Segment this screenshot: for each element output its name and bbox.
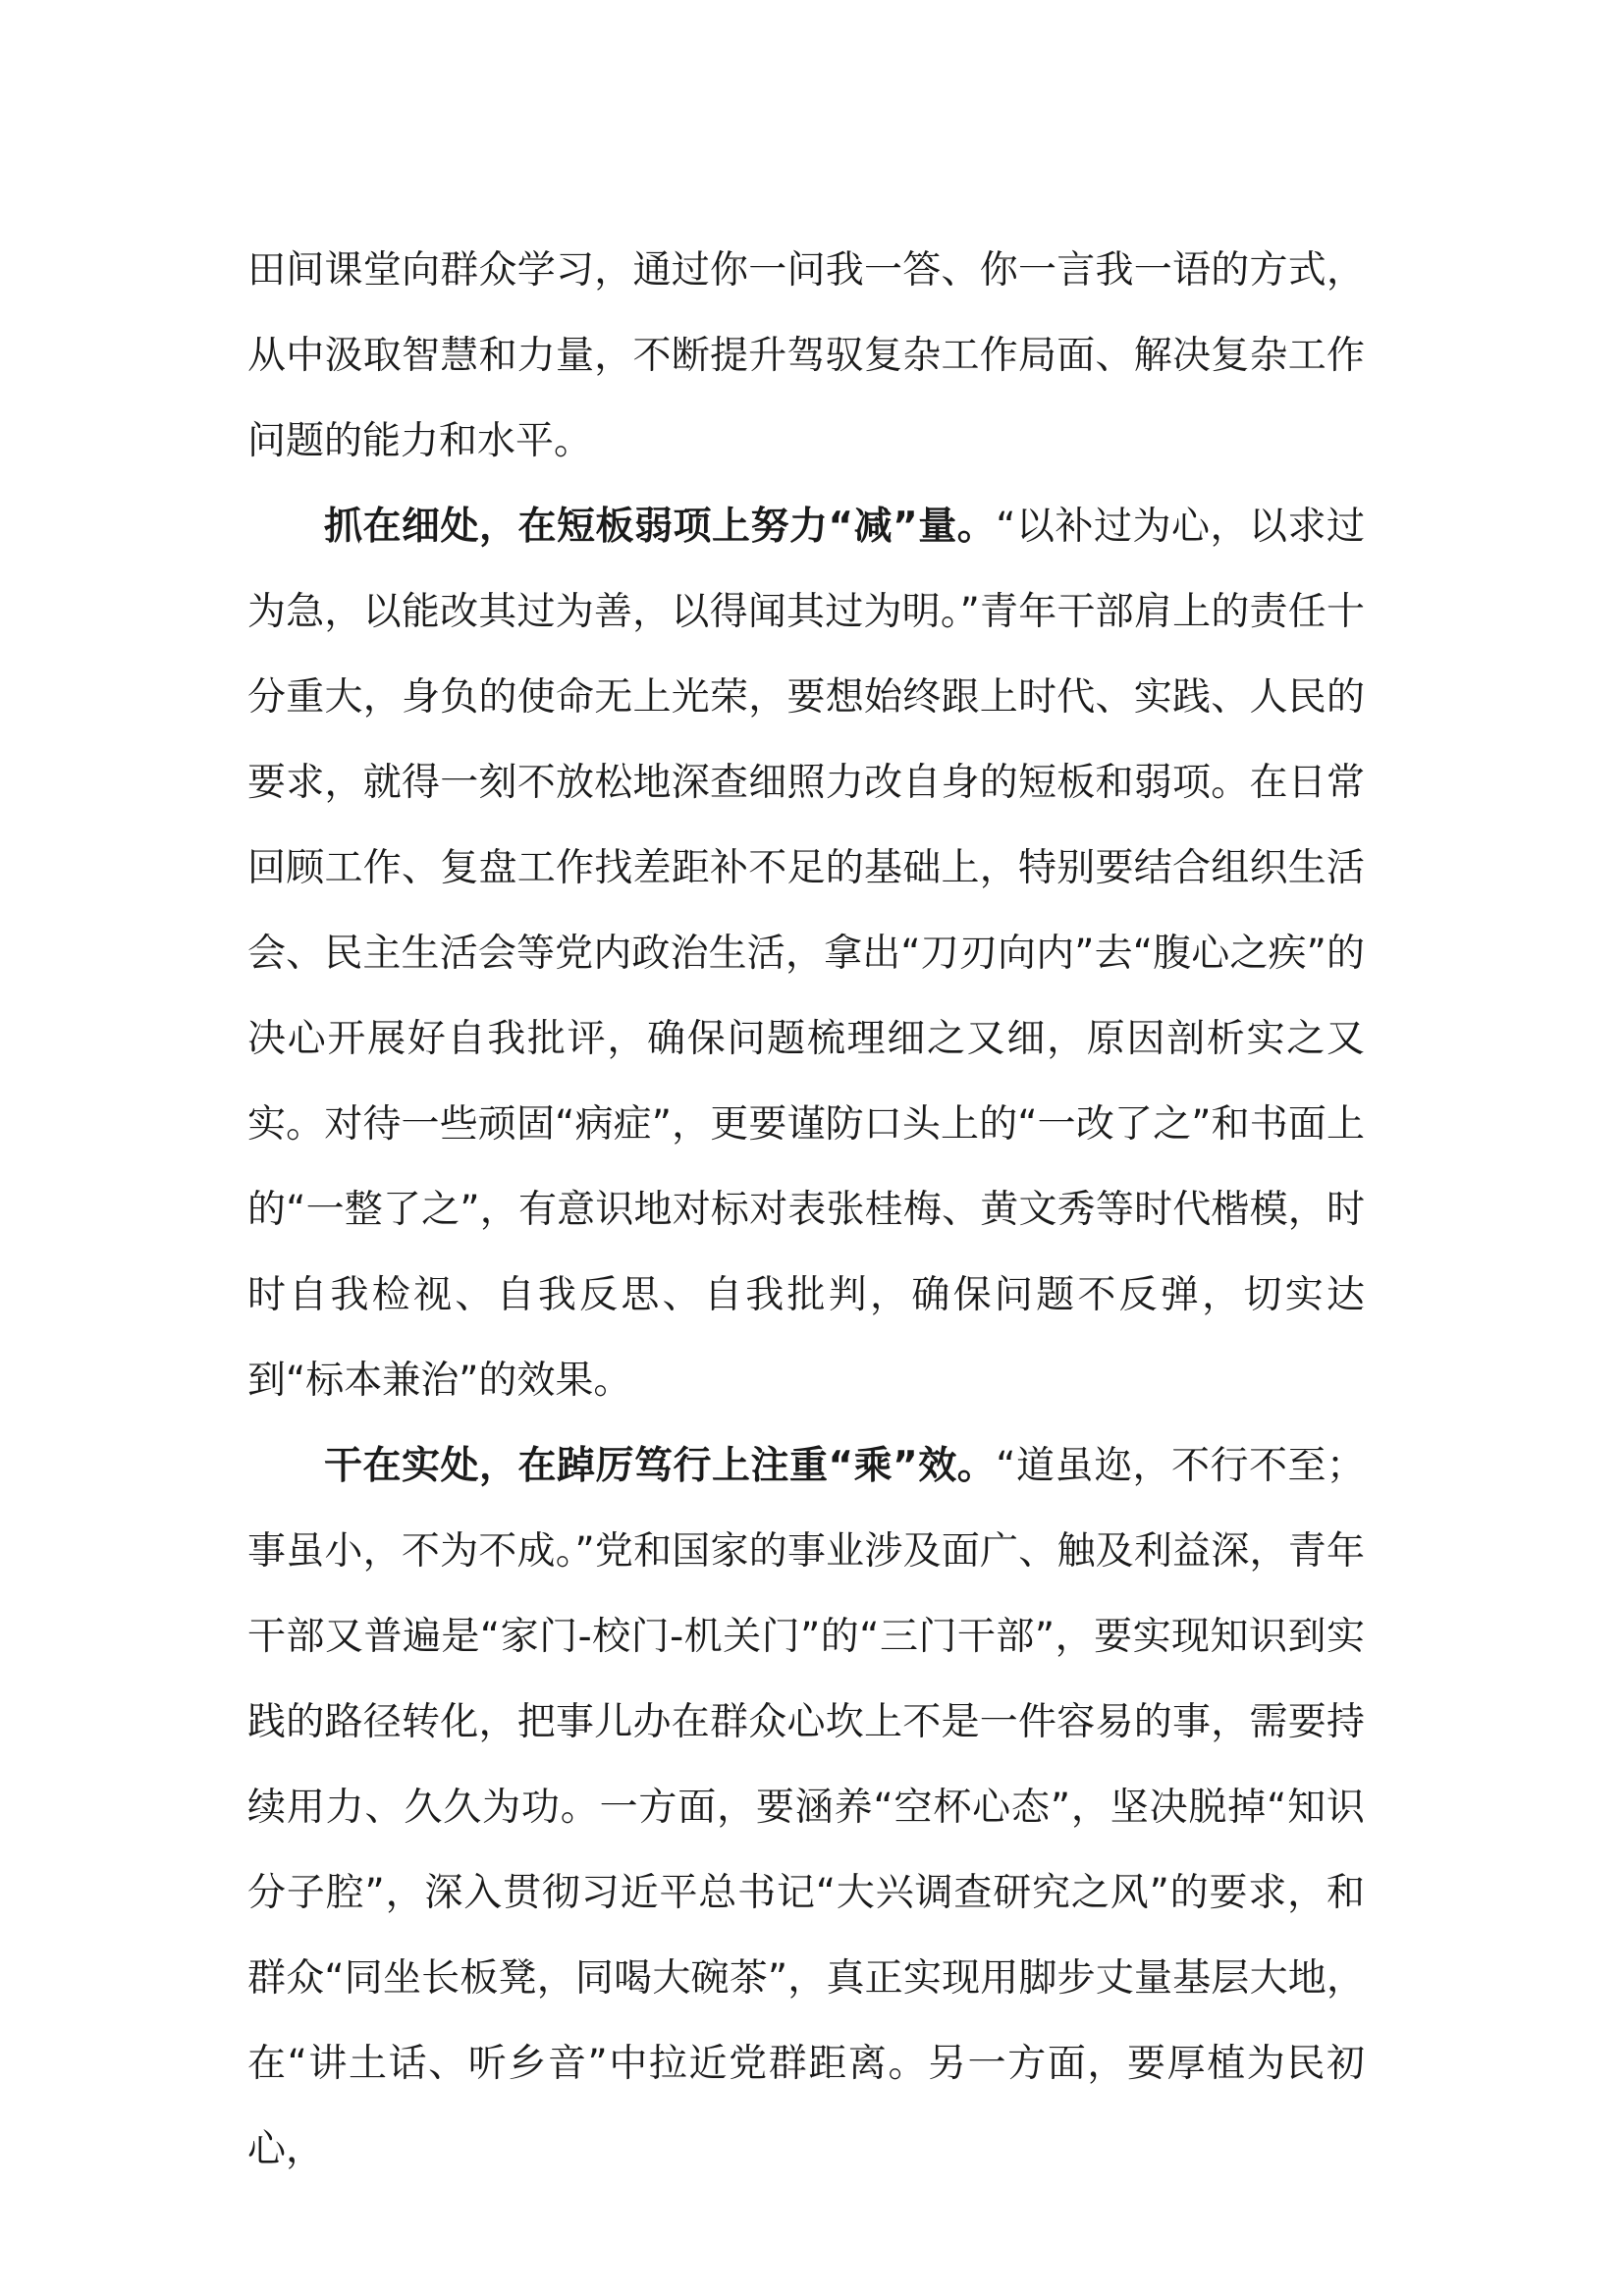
paragraph-2-text: “以补过为心，以求过为急，以能改其过为善，以得闻其过为明。”青年干部肩上的责任十分重大，身负的使命无上光荣，要想始终跟上时代、实践、人民的要求，就得一刻不放松地深查细照力改自身的短板和弱项。在日常回顾工作、复盘工作找差距补不足的基础上，特别要结合组织生活会、民主生活会等党内政治生活，拿出“刀刃向内”去“腹心之疾”的决心开展好自我批评，确保问题梳理细之又细，原因剖析实之又实。对待一些顽固“病症”，更要谨防口头上的“一改了之”和书面上的“一整了之”，有意识地对标对表张桂梅、黄文秀等时代楷模，时时自我检视、自我反思、自我批判，确保问题不反弹，切实达到“标本兼治”的效果。 <box>247 505 1365 1403</box>
paragraph-1-text: 田间课堂向群众学习，通过你一问我一答、你一言我一语的方式，从中汲取智慧和力量，不断提升驾驭复杂工作局面、解决复杂工作问题的能力和水平。 <box>247 248 1365 463</box>
paragraph-2 <box>247 484 1365 1423</box>
paragraph-3 <box>247 1423 1365 2192</box>
paragraph-2-heading: 抓在细处，在短板弱项上努力“减”量。 <box>324 505 997 549</box>
paragraph-1 <box>247 228 1365 484</box>
paragraph-3-text: “道虽迩，不行不至；事虽小，不为不成。”党和国家的事业涉及面广、触及利益深，青年干部又普遍是“家门-校门-机关门”的“三门干部”，要实现知识到实践的路径转化，把事儿办在群众心坎上不是一件容易的事，需要持续用力、久久为功。一方面，要涵养“空杯心态”，坚决脱掉“知识分子腔”，深入贯彻习近平总书记“大兴调查研究之风”的要求，和群众“同坐长板凳，同喝大碗茶”，真正实现用脚步丈量基层大地，在“讲土话、听乡音”中拉近党群距离。另一方面，要厚植为民初心， <box>247 1444 1365 2171</box>
document-body <box>247 228 1365 2192</box>
paragraph-3-heading: 干在实处，在踔厉笃行上注重“乘”效。 <box>324 1444 997 1488</box>
